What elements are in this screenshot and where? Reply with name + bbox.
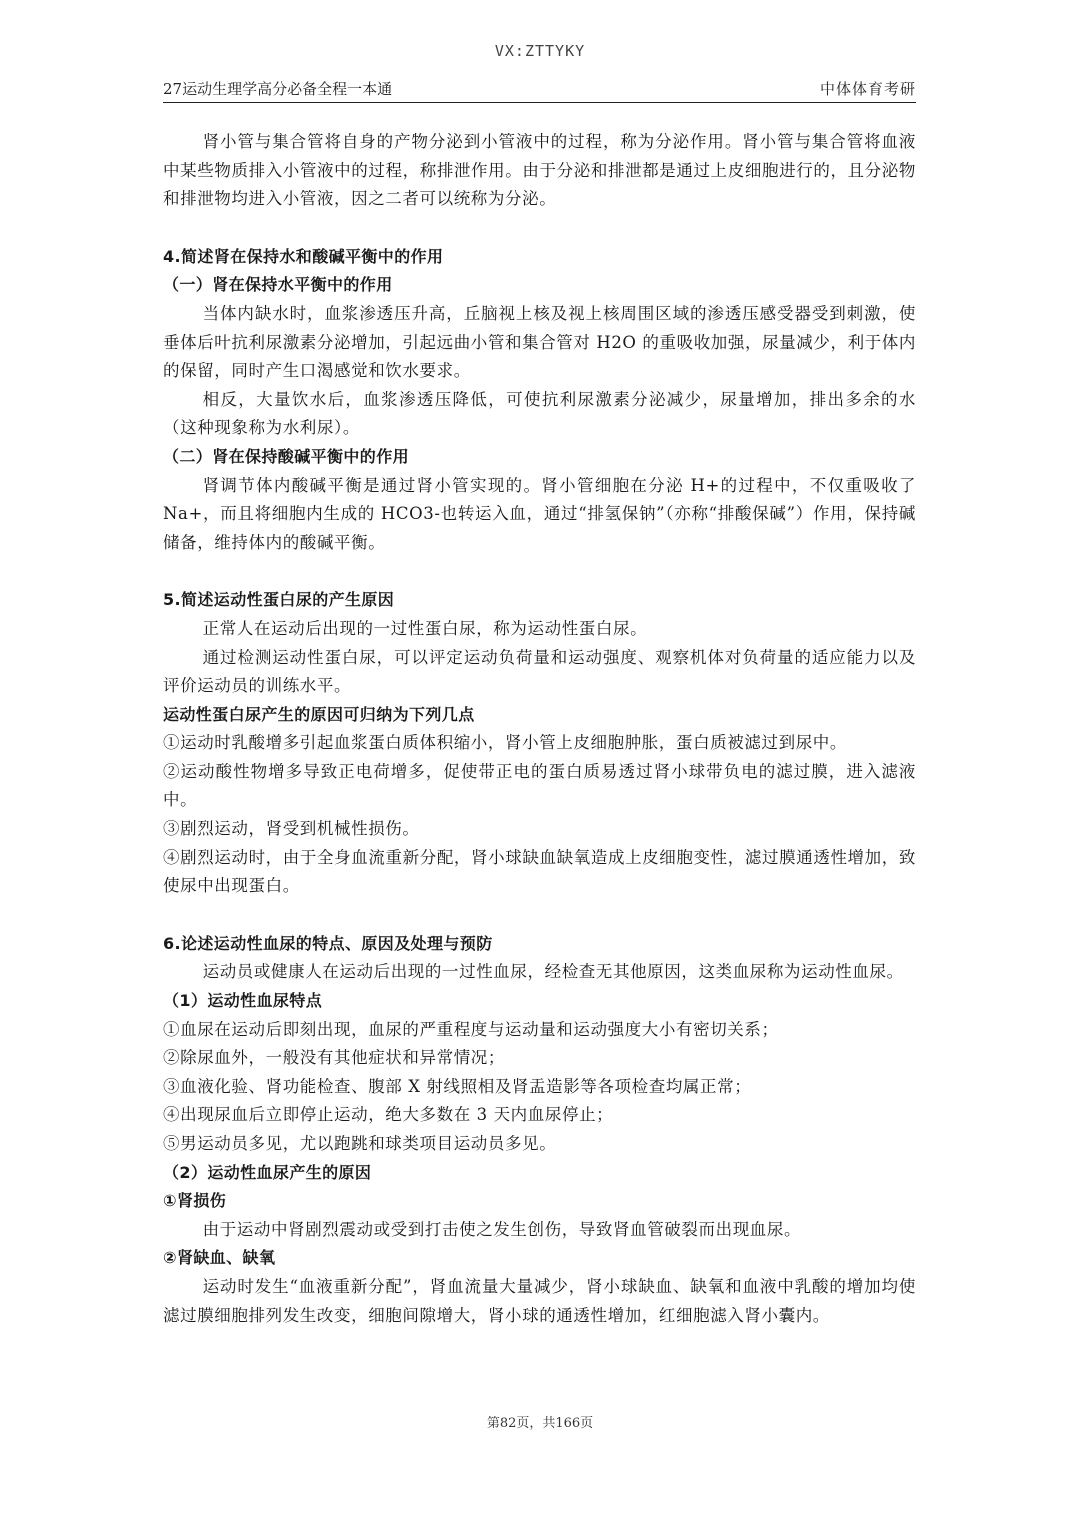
heading-q5: 5.简述运动性蛋白尿的产生原因 xyxy=(163,590,395,610)
list-item: ②运动酸性物增多导致正电荷增多，促使带正电的蛋白质易透过肾小球带负电的滤过膜，进入滤液中。 xyxy=(163,761,916,810)
header-book-title: 27运动生理学高分必备全程一本通 xyxy=(163,80,393,98)
paragraph-hematuria-definition: 运动员或健康人在运动后出现的一过性血尿，经检查无其他原因，这类血尿称为运动性血尿。 xyxy=(202,962,904,982)
page-content xyxy=(163,128,916,1330)
page-header xyxy=(163,76,916,103)
subheading-kidney-injury: ①肾损伤 xyxy=(163,1191,227,1211)
paragraph-water-excess: 相反，大量饮水后，血浆渗透压降低，可使抗利尿激素分泌减少，尿量增加，排出多余的水（这种现象称为水利尿）。 xyxy=(163,389,916,438)
paragraph-proteinuria-definition: 正常人在运动后出现的一过性蛋白尿，称为运动性蛋白尿。 xyxy=(202,618,648,638)
paragraph-acid-base: 肾调节体内酸碱平衡是通过肾小管实现的。肾小管细胞在分泌 H+的过程中，不仅重吸收了 Na+，而且将细胞内生成的 HCO3-也转运入血，通过“排氢保钠”（亦称“排酸保碱”）作用，保持碱储备，维持体内的酸碱平衡。 xyxy=(163,475,916,552)
subheading-hematuria-causes: （2）运动性血尿产生的原因 xyxy=(163,1162,372,1182)
watermark-text: VX:ZTTYKY xyxy=(494,42,586,60)
subheading-acid-base: （二）肾在保持酸碱平衡中的作用 xyxy=(163,446,410,466)
subheading-water-balance: （一）肾在保持水平衡中的作用 xyxy=(163,275,393,295)
list-item: ②除尿血外，一般没有其他症状和异常情况； xyxy=(163,1048,505,1068)
paragraph-kidney-injury: 由于运动中肾剧烈震动或受到打击使之发生创伤，导致肾血管破裂而出现血尿。 xyxy=(202,1219,802,1239)
list-item: ⑤男运动员多见，尤以跑跳和球类项目运动员多见。 xyxy=(163,1134,557,1153)
list-item: ④剧烈运动时，由于全身血流重新分配，肾小球缺血缺氧造成上皮细胞变性，滤过膜通透性增加，致使尿中出现蛋白。 xyxy=(163,847,916,896)
paragraph-kidney-ischemia: 运动时发生“血液重新分配”，肾血流量大量减少，肾小球缺血、缺氧和血液中乳酸的增加均使滤过膜细胞排列发生改变，细胞间隙增大，肾小球的通透性增加，红细胞滤入肾小囊内。 xyxy=(163,1276,916,1325)
heading-q6: 6.论述运动性血尿的特点、原因及处理与预防 xyxy=(163,933,493,953)
header-publisher: 中体体育考研 xyxy=(819,80,916,98)
subheading-hematuria-features: （1）运动性血尿特点 xyxy=(163,991,323,1011)
heading-q4: 4.简述肾在保持水和酸碱平衡中的作用 xyxy=(163,246,444,266)
paragraph-water-shortage: 当体内缺水时，血浆渗透压升高，丘脑视上核及视上核周围区域的渗透压感受器受到刺激，使垂体后叶抗利尿激素分泌增加，引起远曲小管和集合管对 H2O 的重吸收加强，尿量减少，利于体内的保留，同时产生口渴感觉和饮水要求。 xyxy=(163,303,917,381)
paragraph-secretion: 肾小管与集合管将自身的产物分泌到小管液中的过程，称为分泌作用。肾小管与集合管将血液中某些物质排入小管液中的过程，称排泄作用。由于分泌和排泄都是通过上皮细胞进行的，且分泌物和排泄物均进入小管液，因之二者可以统称为分泌。 xyxy=(163,132,916,209)
list-item: ①运动时乳酸增多引起血浆蛋白质体积缩小，肾小管上皮细胞肿胀，蛋白质被滤过到尿中。 xyxy=(163,733,847,753)
subheading-proteinuria-causes: 运动性蛋白尿产生的原因可归纳为下列几点 xyxy=(163,704,475,724)
list-item: ③血液化验、肾功能检查、腹部 X 射线照相及肾盂造影等各项检查均属正常； xyxy=(163,1076,752,1096)
paragraph-proteinuria-use: 通过检测运动性蛋白尿，可以评定运动负荷量和运动强度、观察机体对负荷量的适应能力以及评价运动员的训练水平。 xyxy=(163,647,916,696)
list-item: ④出现尿血后立即停止运动，绝大多数在 3 天内血尿停止； xyxy=(163,1105,614,1125)
page-number: 第82页，共166页 xyxy=(486,1416,594,1431)
list-item: ①血尿在运动后即刻出现，血尿的严重程度与运动量和运动强度大小有密切关系； xyxy=(163,1019,779,1039)
list-item: ③剧烈运动，肾受到机械性损伤。 xyxy=(163,819,420,839)
subheading-kidney-ischemia: ②肾缺血、缺氧 xyxy=(163,1248,276,1268)
